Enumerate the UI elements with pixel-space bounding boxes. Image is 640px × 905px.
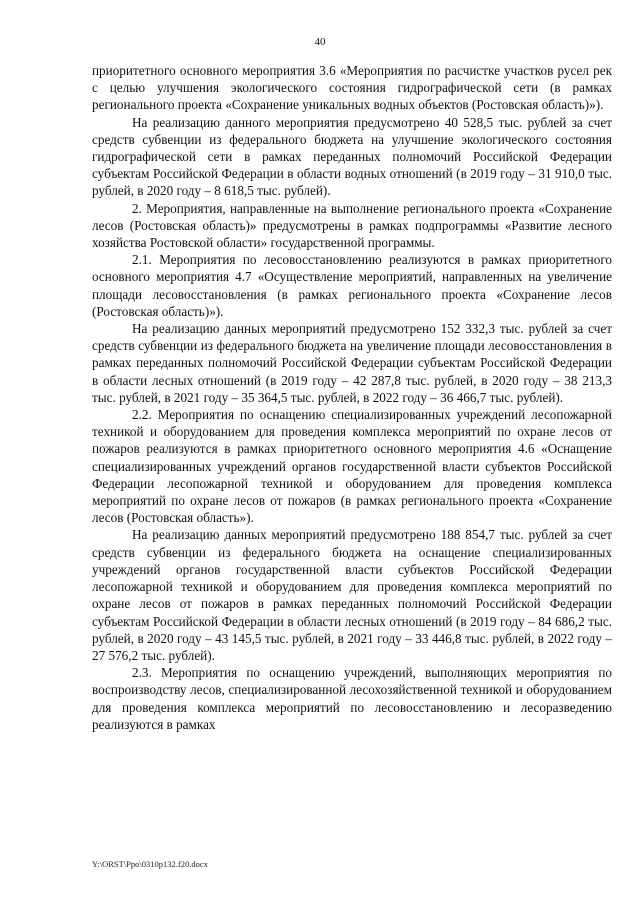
page-number: 40 xyxy=(314,36,326,48)
paragraph: приоритетного основного мероприятия 3.6 «Мероприятия по расчистке участков русел рек с целью улучшения экологического состояния гидрографической сети (в рамках регионального проекта «Сохранение уникальных водных объектов (Ростовская область)»). xyxy=(92,63,612,113)
paragraph: На реализацию данных мероприятий предусмотрено 152 332,3 тыс. рублей за счет средств субвенции из федерального бюджета на увеличение площади лесовосстановления в рамках переданных полномочий Российской Федерации субъектам Российской Федерации в области лесных отношений (в 2019 году – 42 287,8 тыс. рублей, в 2020 году – 38 213,3 тыс. рублей, в 2021 году – 35 364,5 тыс. рублей, в 2022 году – 36 466,7 тыс. рублей). xyxy=(92,321,612,405)
paragraph: 2.1. Мероприятия по лесовосстановлению реализуются в рамках приоритетного основного мероприятия 4.7 «Осуществление мероприятий, направленных на увеличение площади лесовосстановления (в рамках регионального проекта «Сохранение лесов (Ростовская область)»). xyxy=(92,252,612,319)
footer-file-path: Y:\ORST\Ppo\0310p132.f20.docx xyxy=(92,859,208,869)
body-text xyxy=(92,62,612,733)
paragraph: На реализацию данного мероприятия предусмотрено 40 528,5 тыс. рублей за счет средств субвенции из федерального бюджета на улучшение экологического состояния гидрографической сети в рамках переданных полномочий Российской Федерации субъектам Российской Федерации в области водных отношений (в 2019 году – 31 910,0 тыс. рублей, в 2020 году – 8 618,5 тыс. рублей). xyxy=(92,114,612,199)
paragraph: 2.2. Мероприятия по оснащению специализированных учреждений лесопожарной техникой и оборудованием для проведения комплекса мероприятий по охране лесов от пожаров реализуются в рамках приоритетного основного мероприятия 4.6 «Оснащение специализированных учреждений органов государственной власти субъектов Российской Федерации лесопожарной техникой и оборудованием для проведения комплекса мероприятий по охране лесов от пожаров (в рамках регионального проекта «Сохранение лесов (Ростовская область»). xyxy=(92,407,612,526)
paragraph: 2.3. Мероприятия по оснащению учреждений, выполняющих мероприятия по воспроизводству лесов, специализированной лесохозяйственной техникой и оборудованием для проведения комплекса мероприятий по лесовосстановлению и лесоразведению реализуются в рамках xyxy=(92,665,612,732)
paragraph: На реализацию данных мероприятий предусмотрено 188 854,7 тыс. рублей за счет средств субвенции из федерального бюджета на оснащение специализированных учреждений органов государственной власти субъектов Российской Федерации лесопожарной техникой и оборудованием для проведения комплекса мероприятий по охране лесов от пожаров в рамках переданных полномочий Российской Федерации субъектам Российской Федерации в области лесных отношений (в 2019 году – 84 686,2 тыс. рублей, в 2020 году – 43 145,5 тыс. рублей, в 2021 году – 33 446,8 тыс. рублей, в 2022 году – 27 576,2 тыс. рублей). xyxy=(92,527,612,663)
paragraph: 2. Мероприятия, направленные на выполнение регионального проекта «Сохранение лесов (Ростовская область)» предусмотрены в рамках подпрограммы «Развитие лесного хозяйства Ростовской области» государственной программы. xyxy=(92,200,612,251)
